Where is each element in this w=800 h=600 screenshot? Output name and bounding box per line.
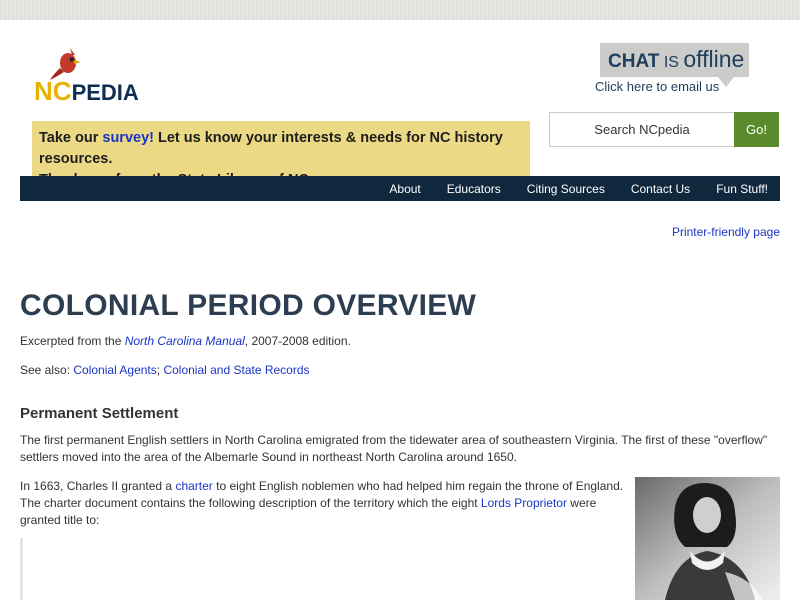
lords-proprietor-link[interactable]: Lords Proprietor (480, 496, 567, 510)
colonial-agents-link[interactable]: Colonial Agents (73, 363, 157, 377)
page-title: COLONIAL PERIOD OVERVIEW (20, 289, 477, 322)
chat-is-label: IS (663, 54, 679, 71)
survey-banner (32, 121, 530, 177)
nav-citing-sources[interactable]: Citing Sources (526, 181, 605, 196)
nav-about[interactable]: About (389, 181, 421, 196)
charles-ii-portrait[interactable] (635, 477, 780, 600)
email-us-link[interactable]: Click here to email us (595, 79, 720, 94)
main-navbar (20, 176, 780, 201)
para2-a: In 1663, Charles II granted a (20, 479, 176, 493)
para2-c: were granted title to: (20, 496, 597, 527)
paragraph-charter (20, 478, 630, 529)
chat-bubble-tail (718, 77, 734, 87)
para2-b: to eight English noblemen who had helped him regain the throne of England. The charter document contains the following description of the territory which the eight (20, 479, 624, 510)
nav-fun-stuff[interactable]: Fun Stuff! (716, 181, 768, 196)
excerpt-note (20, 334, 351, 348)
search-go-button[interactable]: Go! (734, 112, 779, 147)
see-also-sep: ; (156, 363, 164, 377)
chat-offline-label: offline (683, 46, 745, 72)
survey-post: Let us know your interests & needs for NC history resources. (39, 130, 503, 167)
see-also (20, 363, 310, 377)
blockquote-bar (20, 538, 23, 600)
paragraph-settlers: The first permanent English settlers in North Carolina emigrated from the tidewater area of southeastern Virginia. The first of these "overflow" settlers moved into the area of the Albemarle Sound in northeast North Carolina around 1650. (20, 433, 768, 464)
portrait-image (635, 477, 780, 600)
top-strip (0, 0, 800, 20)
chat-status-badge[interactable] (600, 43, 749, 77)
printer-friendly-link[interactable]: Printer-friendly page (671, 225, 780, 239)
section-heading: Permanent Settlement (20, 405, 179, 422)
colonial-state-records-link[interactable]: Colonial and State Records (163, 363, 310, 377)
survey-link[interactable]: survey! (102, 130, 154, 146)
nav-contact-us[interactable]: Contact Us (630, 181, 691, 196)
search-input[interactable]: Search NCpedia (549, 112, 735, 147)
see-also-label: See also: (20, 363, 74, 377)
logo-pedia: PEDIA (71, 80, 139, 105)
nc-manual-link[interactable]: North Carolina Manual (124, 334, 245, 348)
chat-label: CHAT (608, 51, 660, 72)
logo-wordmark (34, 76, 139, 107)
logo-nc: NC (34, 76, 72, 106)
excerpt-post: , 2007-2008 edition. (244, 334, 351, 348)
charter-link[interactable]: charter (175, 479, 213, 493)
ncpedia-logo[interactable] (34, 46, 149, 104)
excerpt-pre: Excerpted from the (20, 334, 125, 348)
survey-pre: Take our (39, 130, 103, 146)
nav-educators[interactable]: Educators (446, 181, 501, 196)
